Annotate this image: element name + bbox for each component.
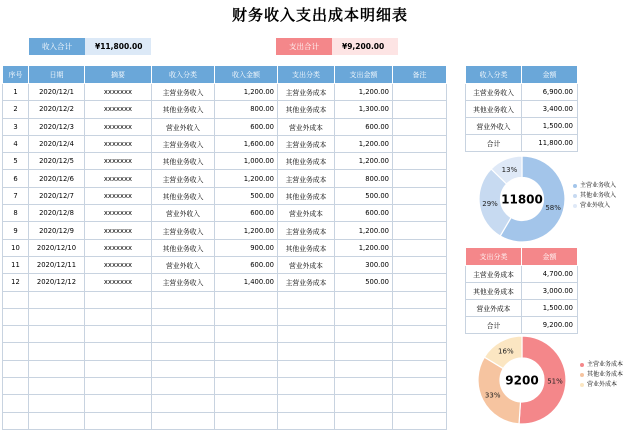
empty-cell — [215, 360, 278, 377]
table-cell: 2020/12/4 — [29, 135, 85, 152]
table-row — [3, 187, 447, 204]
table-cell: xxxxxxx — [85, 256, 152, 273]
table-cell: 2020/12/6 — [29, 170, 85, 187]
empty-cell — [335, 343, 393, 360]
table-cell: 其他业务成本 — [278, 153, 335, 170]
table-row — [3, 205, 447, 222]
table-cell: 4 — [3, 135, 29, 152]
slice-percent-label: 13% — [501, 165, 518, 174]
table-cell: 主营业务成本 — [278, 222, 335, 239]
empty-row — [3, 326, 447, 343]
table-cell: 2020/12/1 — [29, 84, 85, 101]
table-cell: 7 — [3, 187, 29, 204]
table-cell: 1,200.00 — [215, 170, 278, 187]
legend-label: 其他业务收入 — [580, 192, 617, 199]
empty-cell — [85, 343, 152, 360]
table-cell: 1,200.00 — [335, 135, 393, 152]
summary-row — [466, 317, 578, 334]
table-cell: 12 — [3, 274, 29, 291]
empty-cell — [85, 308, 152, 325]
table-cell — [393, 256, 447, 273]
empty-row — [3, 291, 447, 308]
empty-cell — [215, 378, 278, 395]
table-cell: 营业外成本 — [278, 256, 335, 273]
table-cell: 900.00 — [215, 239, 278, 256]
legend-swatch — [573, 194, 577, 198]
table-cell: 主营业务收入 — [152, 222, 215, 239]
legend-label: 主营业务成本 — [587, 361, 624, 368]
empty-row — [3, 395, 447, 412]
table-cell: 2020/12/5 — [29, 153, 85, 170]
table-cell: 1,200.00 — [335, 153, 393, 170]
column-header: 备注 — [393, 66, 447, 84]
table-cell: xxxxxxx — [85, 101, 152, 118]
table-row — [3, 239, 447, 256]
expense-chart-legend — [580, 360, 623, 390]
table-cell: 1,600.00 — [215, 135, 278, 152]
empty-cell — [335, 412, 393, 429]
table-cell: xxxxxxx — [85, 84, 152, 101]
expense-total-value: ¥9,200.00 — [332, 38, 398, 55]
empty-cell — [29, 378, 85, 395]
legend-label: 营业外收入 — [580, 202, 611, 209]
empty-cell — [215, 395, 278, 412]
table-row — [3, 84, 447, 101]
empty-row — [3, 308, 447, 325]
table-cell: 1,300.00 — [335, 101, 393, 118]
table-cell: xxxxxxx — [85, 222, 152, 239]
column-header: 支出分类 — [278, 66, 335, 84]
empty-cell — [3, 343, 29, 360]
summary-cell: 1,500.00 — [522, 118, 578, 135]
empty-cell — [3, 326, 29, 343]
empty-cell — [215, 308, 278, 325]
legend-swatch — [580, 373, 584, 377]
empty-cell — [29, 395, 85, 412]
table-cell: 主营业务收入 — [152, 84, 215, 101]
empty-cell — [278, 395, 335, 412]
table-cell: 1,200.00 — [335, 84, 393, 101]
summary-header: 金额 — [522, 248, 578, 266]
table-cell: 营业外收入 — [152, 118, 215, 135]
table-cell: 其他业务成本 — [278, 239, 335, 256]
empty-cell — [278, 378, 335, 395]
empty-row — [3, 360, 447, 377]
table-cell: 其他业务收入 — [152, 101, 215, 118]
table-cell — [393, 101, 447, 118]
column-header: 日期 — [29, 66, 85, 84]
empty-cell — [152, 343, 215, 360]
table-cell: 5 — [3, 153, 29, 170]
summary-row — [466, 266, 578, 283]
summary-cell: 合计 — [466, 135, 522, 152]
table-cell: 10 — [3, 239, 29, 256]
donut-center-total: 11800 — [501, 192, 543, 207]
table-cell — [393, 205, 447, 222]
summary-row — [466, 101, 578, 118]
slice-percent-label: 16% — [498, 347, 514, 356]
empty-cell — [29, 326, 85, 343]
empty-cell — [152, 291, 215, 308]
table-row — [3, 170, 447, 187]
table-cell: 300.00 — [335, 256, 393, 273]
summary-cell: 其他业务成本 — [466, 283, 522, 300]
empty-cell — [215, 291, 278, 308]
table-row — [3, 256, 447, 273]
empty-cell — [335, 360, 393, 377]
empty-cell — [3, 412, 29, 429]
summary-cell: 3,000.00 — [522, 283, 578, 300]
table-cell — [393, 153, 447, 170]
legend-entry — [580, 360, 623, 370]
table-cell: 500.00 — [215, 187, 278, 204]
table-cell: 其他业务收入 — [152, 239, 215, 256]
table-cell — [393, 118, 447, 135]
summary-cell: 营业外成本 — [466, 300, 522, 317]
expense-donut-chart — [470, 334, 574, 426]
table-cell: 600.00 — [215, 118, 278, 135]
empty-cell — [85, 395, 152, 412]
empty-cell — [278, 291, 335, 308]
table-row — [3, 222, 447, 239]
empty-cell — [393, 326, 447, 343]
table-cell: 1,200.00 — [215, 222, 278, 239]
table-cell: 9 — [3, 222, 29, 239]
legend-entry — [580, 380, 623, 390]
income-chart-legend — [573, 181, 616, 211]
table-cell: xxxxxxx — [85, 187, 152, 204]
income-total-label: 收入合计 — [29, 38, 85, 55]
empty-cell — [393, 412, 447, 429]
column-header: 摘要 — [85, 66, 152, 84]
legend-entry — [580, 370, 623, 380]
donut-slice — [478, 357, 520, 424]
empty-cell — [152, 378, 215, 395]
table-cell — [393, 222, 447, 239]
table-cell: 主营业务成本 — [278, 274, 335, 291]
legend-label: 营业外成本 — [587, 381, 618, 388]
table-cell: xxxxxxx — [85, 205, 152, 222]
empty-cell — [85, 412, 152, 429]
table-cell: 1,200.00 — [335, 222, 393, 239]
empty-cell — [29, 343, 85, 360]
slice-percent-label: 33% — [484, 391, 501, 400]
table-cell: 主营业务成本 — [278, 170, 335, 187]
empty-row — [3, 412, 447, 429]
table-cell: xxxxxxx — [85, 274, 152, 291]
table-cell: 2020/12/3 — [29, 118, 85, 135]
table-cell: 其他业务收入 — [152, 153, 215, 170]
summary-row — [466, 118, 578, 135]
donut-center-total: 9200 — [505, 373, 539, 388]
empty-cell — [335, 395, 393, 412]
table-cell: 1,200.00 — [215, 84, 278, 101]
empty-cell — [335, 378, 393, 395]
detail-table — [2, 65, 447, 430]
summary-row — [466, 300, 578, 317]
summary-cell: 6,900.00 — [522, 84, 578, 101]
table-cell: 其他业务成本 — [278, 101, 335, 118]
table-cell: 营业外成本 — [278, 118, 335, 135]
column-header: 支出金额 — [335, 66, 393, 84]
empty-row — [3, 343, 447, 360]
summary-cell: 4,700.00 — [522, 266, 578, 283]
legend-swatch — [573, 204, 577, 208]
table-row — [3, 118, 447, 135]
empty-cell — [278, 326, 335, 343]
summary-cell: 合计 — [466, 317, 522, 334]
table-cell: 2020/12/11 — [29, 256, 85, 273]
empty-cell — [278, 360, 335, 377]
table-cell: 主营业务收入 — [152, 135, 215, 152]
summary-cell: 营业外收入 — [466, 118, 522, 135]
table-row — [3, 274, 447, 291]
table-cell: 主营业务成本 — [278, 84, 335, 101]
table-cell: 6 — [3, 170, 29, 187]
summary-cell: 1,500.00 — [522, 300, 578, 317]
table-cell: xxxxxxx — [85, 239, 152, 256]
table-row — [3, 101, 447, 118]
empty-cell — [393, 291, 447, 308]
expense-summary-table — [465, 247, 578, 334]
table-cell: 2020/12/2 — [29, 101, 85, 118]
table-cell: 500.00 — [335, 187, 393, 204]
empty-cell — [215, 343, 278, 360]
empty-cell — [278, 308, 335, 325]
table-cell — [393, 187, 447, 204]
empty-cell — [3, 291, 29, 308]
table-cell: 2020/12/8 — [29, 205, 85, 222]
table-row — [3, 135, 447, 152]
table-cell — [393, 239, 447, 256]
empty-cell — [152, 326, 215, 343]
summary-cell: 11,800.00 — [522, 135, 578, 152]
legend-label: 主营业务收入 — [580, 182, 617, 189]
empty-cell — [3, 378, 29, 395]
empty-cell — [3, 308, 29, 325]
summary-cell: 主营业务成本 — [466, 266, 522, 283]
table-cell — [393, 84, 447, 101]
empty-cell — [85, 360, 152, 377]
empty-cell — [335, 326, 393, 343]
empty-row — [3, 378, 447, 395]
empty-cell — [335, 308, 393, 325]
empty-cell — [393, 395, 447, 412]
table-cell: 1 — [3, 84, 29, 101]
summary-header: 收入分类 — [466, 66, 522, 84]
table-cell: 8 — [3, 205, 29, 222]
empty-cell — [393, 308, 447, 325]
legend-entry — [573, 201, 616, 211]
slice-percent-label: 58% — [545, 203, 561, 212]
empty-cell — [393, 360, 447, 377]
summary-header: 支出分类 — [466, 248, 522, 266]
empty-cell — [393, 343, 447, 360]
column-header: 序号 — [3, 66, 29, 84]
table-cell: 2020/12/10 — [29, 239, 85, 256]
summary-cell: 9,200.00 — [522, 317, 578, 334]
empty-cell — [29, 308, 85, 325]
slice-percent-label: 29% — [482, 199, 498, 208]
table-cell: 11 — [3, 256, 29, 273]
empty-cell — [152, 412, 215, 429]
table-cell: 2 — [3, 101, 29, 118]
expense-total-label: 支出合计 — [276, 38, 332, 55]
table-cell: 3 — [3, 118, 29, 135]
empty-cell — [85, 378, 152, 395]
empty-cell — [152, 360, 215, 377]
summary-cell: 其他业务收入 — [466, 101, 522, 118]
summary-row — [466, 283, 578, 300]
table-cell: 500.00 — [335, 274, 393, 291]
table-cell: 其他业务收入 — [152, 187, 215, 204]
legend-label: 其他业务成本 — [587, 371, 624, 378]
legend-swatch — [580, 363, 584, 367]
table-cell: 营业外成本 — [278, 205, 335, 222]
table-cell: 营业外收入 — [152, 256, 215, 273]
legend-entry — [573, 191, 616, 201]
table-cell: 主营业务收入 — [152, 170, 215, 187]
empty-cell — [85, 326, 152, 343]
empty-cell — [29, 412, 85, 429]
summary-cell: 主营业务收入 — [466, 84, 522, 101]
summary-row — [466, 135, 578, 152]
page-title: 财务收入支出成本明细表 — [231, 6, 408, 24]
empty-cell — [152, 308, 215, 325]
table-cell: xxxxxxx — [85, 135, 152, 152]
empty-cell — [3, 395, 29, 412]
table-cell: 主营业务收入 — [152, 274, 215, 291]
legend-swatch — [573, 184, 577, 188]
table-cell: 其他业务成本 — [278, 187, 335, 204]
table-cell: 2020/12/9 — [29, 222, 85, 239]
table-cell: 2020/12/12 — [29, 274, 85, 291]
empty-cell — [393, 378, 447, 395]
column-header: 收入金额 — [215, 66, 278, 84]
empty-cell — [3, 360, 29, 377]
empty-cell — [278, 343, 335, 360]
table-cell — [393, 170, 447, 187]
summary-cell: 3,400.00 — [522, 101, 578, 118]
table-cell: 1,000.00 — [215, 153, 278, 170]
table-cell: 600.00 — [335, 118, 393, 135]
slice-percent-label: 51% — [547, 377, 563, 386]
table-cell: xxxxxxx — [85, 118, 152, 135]
income-total-value: ¥11,800.00 — [85, 38, 151, 55]
table-cell: 800.00 — [215, 101, 278, 118]
summary-header: 金额 — [522, 66, 578, 84]
empty-cell — [29, 360, 85, 377]
legend-swatch — [580, 383, 584, 387]
table-cell: 主营业务成本 — [278, 135, 335, 152]
table-cell: 1,400.00 — [215, 274, 278, 291]
empty-cell — [215, 412, 278, 429]
table-row — [3, 153, 447, 170]
empty-cell — [215, 326, 278, 343]
table-cell: 600.00 — [215, 205, 278, 222]
table-cell: 2020/12/7 — [29, 187, 85, 204]
empty-cell — [85, 291, 152, 308]
table-cell: 600.00 — [215, 256, 278, 273]
empty-cell — [29, 291, 85, 308]
summary-row — [466, 84, 578, 101]
income-summary-table — [465, 65, 578, 152]
empty-cell — [335, 291, 393, 308]
table-cell — [393, 274, 447, 291]
table-cell: xxxxxxx — [85, 153, 152, 170]
legend-entry — [573, 181, 616, 191]
table-cell: 600.00 — [335, 205, 393, 222]
column-header: 收入分类 — [152, 66, 215, 84]
empty-cell — [278, 412, 335, 429]
table-cell: 1,200.00 — [335, 239, 393, 256]
table-cell: xxxxxxx — [85, 170, 152, 187]
empty-cell — [152, 395, 215, 412]
table-cell: 营业外收入 — [152, 205, 215, 222]
table-cell: 800.00 — [335, 170, 393, 187]
table-cell — [393, 135, 447, 152]
income-donut-chart — [470, 154, 574, 244]
